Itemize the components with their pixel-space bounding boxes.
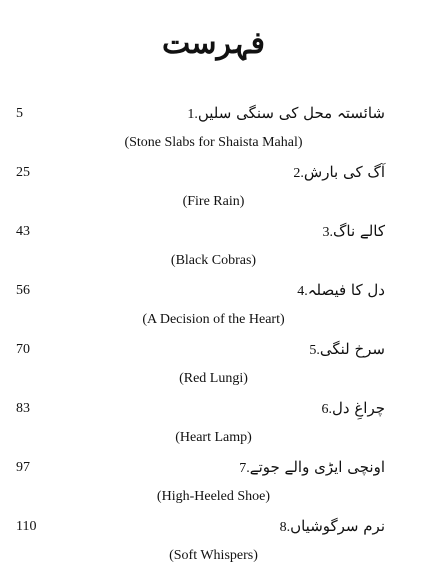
- urdu-title: اونچی ایڑی والے جوتے7.: [231, 456, 385, 480]
- urdu-title: کالے ناگ3.: [314, 220, 385, 244]
- english-title: (Soft Whispers): [169, 548, 258, 563]
- english-title: (A Decision of the Heart): [142, 312, 285, 327]
- toc-entry-1: [0, 104, 427, 164]
- entry-index: 3.: [322, 225, 333, 240]
- page-number: 110: [16, 519, 37, 534]
- page-number: 97: [16, 460, 30, 475]
- page-number: 25: [16, 165, 30, 180]
- english-title: (High-Heeled Shoe): [156, 489, 271, 504]
- page-number: 56: [16, 283, 30, 298]
- entry-index: 6.: [321, 402, 332, 417]
- entry-index: 4.: [297, 284, 308, 299]
- english-title: (Red Lungi): [179, 371, 248, 386]
- english-title: (Black Cobras): [170, 253, 257, 268]
- page-number: 83: [16, 401, 30, 416]
- entry-index: 8.: [279, 520, 291, 535]
- toc-entry-7: [0, 458, 427, 518]
- entry-index: 2.: [293, 166, 304, 181]
- urdu-title: آگ کی بارش2.: [285, 161, 385, 185]
- english-title: (Stone Slabs for Shaista Mahal): [124, 135, 303, 150]
- toc-entry-5: [0, 340, 427, 400]
- urdu-title: چراغِ دل6.: [313, 397, 385, 421]
- page-title: فہرست: [161, 26, 266, 61]
- urdu-title: دل کا فیصلہ4.: [289, 279, 385, 303]
- entry-index: 7.: [239, 461, 250, 476]
- toc-entry-3: [0, 222, 427, 282]
- urdu-title: شائستہ محل کی سنگی سلیں1.: [179, 102, 385, 126]
- page-number: 43: [16, 224, 30, 239]
- toc-entry-8: [0, 517, 427, 577]
- english-title: (Heart Lamp): [175, 430, 252, 445]
- toc-entry-2: [0, 163, 427, 223]
- toc-entry-6: [0, 399, 427, 459]
- urdu-title: سرخ لنگی5.: [301, 338, 385, 362]
- entry-index: 5.: [309, 343, 320, 358]
- page-number: 70: [16, 342, 30, 357]
- page-number: 5: [16, 106, 23, 121]
- toc-entry-4: [0, 281, 427, 341]
- english-title: (Fire Rain): [182, 194, 245, 209]
- entry-index: 1.: [187, 107, 198, 122]
- urdu-title: نرم سرگوشیاں8.: [272, 515, 385, 539]
